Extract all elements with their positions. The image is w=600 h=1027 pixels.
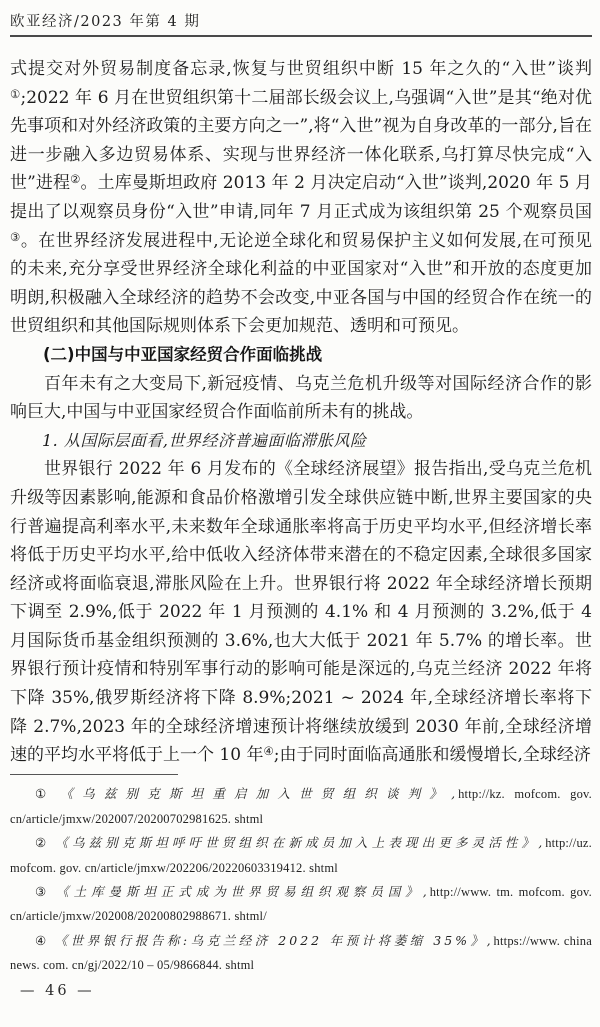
text-segment: 《乌兹别克斯坦重启加入世贸组织谈判》, — [60, 786, 459, 802]
text-segment: http://uz. mofcom. gov. cn/article/jmxw/202206/20220603319412. shtml — [10, 836, 592, 875]
text-segment: https://www. china news. com. cn/gj/2022/10 – 05/9866844. shtml — [10, 933, 592, 973]
text-segment: 世界银行 2022 年 6 月发布的《全球经济展望》报告指出,受乌克兰危机升级等因素影响,能源和食品价格激增引发全球供应链中断,世界主要国家的央行普遍提高利率水平,未来数年全球通胀率将高于历史平均水平,但经济增长率将低于历史平均水平,给中低收入经济体带来潜在的不稳定因素,全球很多国家经济或将面临衰退,滞胀风险在上升。世界银行将 2022 年全球经济增长预期下调至 2.9%,低于 2022 年 1 月预测的 4.1% 和 4 月预测的 3.2%,低于 4 月国际货币基金组织预测的 3.6%,也大大低于 2021 年 5.7% 的增长率。世界银行预计疫情和特别军事行动的影响可能是深远的,乌克兰经济 2022 年将下降 35%,俄罗斯经济将下降 8.9%;2021 ~ 2024 年,全球经济增长率将下降 2.7%,2023 年的全球经济增速预计将继续放缓到 2030 年前,全球经济增速的平均水平将低于上一个 10 年 — [10, 459, 592, 766]
footnote-reference: ① — [10, 86, 21, 101]
text-segment: 《世界银行报告称:乌克兰经济 2022 年预计将萎缩 35%》, — [54, 932, 494, 948]
footnote-reference: ③ — [10, 229, 21, 244]
text-segment: ④ — [35, 932, 47, 948]
header-rule — [10, 35, 592, 37]
paragraph: 百年未有之大变局下,新冠疫情、乌克兰危机升级等对国际经济合作的影响巨大,中国与中亚国家经贸合作面临前所未有的挑战。 — [10, 373, 592, 423]
footnote-separator — [10, 774, 178, 776]
paragraph — [10, 455, 592, 770]
article-body — [10, 55, 592, 770]
text-segment: http://kz. mofcom. gov. cn/article/jmxw/202007/20200702981625. shtml — [10, 787, 592, 826]
text-segment: ③ — [35, 884, 49, 900]
journal-header-title: 欧亚经济/2023 年第 4 期 — [10, 14, 201, 30]
footnote-item — [10, 929, 592, 978]
text-segment: http://www. tm. mofcom. gov. cn/article/jmxw/202008/20200802988671. shtml/ — [10, 885, 592, 924]
paragraph-continuation — [10, 55, 592, 341]
text-segment: 《土库曼斯坦正式成为世界贸易组织观察员国》, — [56, 884, 430, 900]
text-segment: ① — [35, 786, 53, 802]
footnote-reference: ② — [70, 172, 81, 187]
text-segment: 。在世界经济发展进程中,无论逆全球化和贸易保护主义如何发展,在可预见的未来,充分享受世界经济全球化利益的中亚国家对“入世”和开放的态度更加明朗,积极融入全球经济的趋势不会改变,中亚各国与中国的经贸合作在统一的世贸组织和其他国际规则体系下会更加规范、透明和可预见。 — [10, 230, 592, 337]
footnote-item — [10, 782, 592, 831]
page-number: — 46 — — [20, 982, 95, 999]
footnote-area — [10, 774, 592, 999]
section-heading: (二)中国与中亚国家经贸合作面临挑战 — [43, 344, 323, 364]
text-segment: ② — [35, 835, 48, 851]
footnote-item — [10, 880, 592, 929]
text-segment: 。土库曼斯坦政府 2013 年 2 月决定启动“入世”谈判,2020 年 5 月提出了以观察员身份“入世”申请,同年 7 月正式成为该组织第 25 个观察员国 — [10, 173, 593, 222]
subsection-heading: 1. 从国际层面看,世界经济普遍面临滞胀风险 — [42, 430, 367, 450]
text-segment: ;2022 年 6 月在世贸组织第十二届部长级会议上,乌强调“入世”是其“绝对优先事项和对外经济政策的主要方向之一”,将“入世”视为自身改革的一部分,旨在进一步融入多边贸易体系、实现与世界经济一体化联系,乌打算尽快完成“入世”进程 — [10, 87, 592, 194]
text-segment: 式提交对外贸易制度备忘录,恢复与世贸组织中断 15 年之久的“入世”谈判 — [10, 59, 592, 79]
footnote-item — [10, 831, 592, 880]
text-segment: 《乌兹别克斯坦呼吁世贸组织在新成员加入上表现出更多灵活性》, — [55, 835, 546, 851]
page-header — [10, 12, 592, 37]
text-segment: ;由于同时面临高通胀和缓慢增长,全球经济 — [273, 745, 591, 766]
footnote-reference: ④ — [263, 744, 274, 759]
